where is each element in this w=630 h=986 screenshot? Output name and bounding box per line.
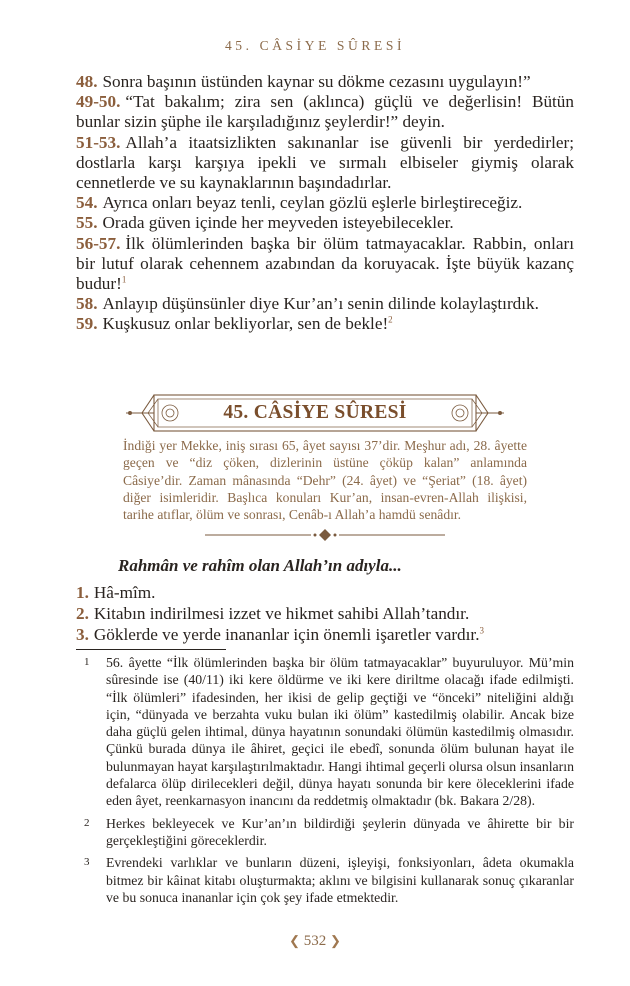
verse-number: 54.: [76, 193, 98, 213]
verse-text: Kuşkusuz onlar bekliyorlar, sen de bekle!: [102, 314, 389, 334]
footnote-text: Evrendeki varlıklar ve bunların düzeni, işleyişi, fonksiyonları, âdeta okumakla bitmez bir kâinat kitabı oluşturmakta; aklını ve bilgisini kullanarak sonuç çıkaranlar ve bu sonuca inananlar için çok şey ifade etmektedir.: [106, 855, 574, 905]
verse-text: Kitabın indirilmesi izzet ve hikmet sahibi Allah’tandır.: [93, 604, 470, 623]
verse: [76, 314, 574, 334]
verse-text: Ayrıca onları beyaz tenli, ceylan gözlü eşlerle birleştireceğiz.: [102, 193, 523, 213]
verse-number: 51-53.: [76, 132, 121, 152]
footnote-number: 3: [84, 856, 90, 869]
verse-number: 56-57.: [76, 233, 121, 253]
footnotes: [76, 654, 574, 911]
verse-number: 48.: [76, 72, 98, 91]
verse-text: Göklerde ve yerde inananlar için önemli işaretler vardır.: [93, 625, 480, 644]
verse: [76, 92, 574, 132]
verse: [76, 234, 574, 295]
footnote-number: 1: [84, 656, 90, 668]
verse-number: 58.: [76, 294, 98, 314]
verse-text: İlk ölümlerinden başka bir ölüm tatmayacaklar. Rabbin, onları bir lutuf olarak cehennem azabından da koruyacak. İşte büyük kazanç budur!: [76, 233, 574, 294]
verses-top: [76, 72, 574, 335]
verse: [76, 72, 574, 92]
verse-text: Allah’a itaatsizlikten sakınanlar ise güvenli bir yerdedirler; dostlarla karşı karşıya ipekli ve sırmalı elbiseler giymiş olarak cennetlerde ve su kaynaklarının başındadırlar.: [76, 132, 574, 193]
page-number: [0, 933, 630, 950]
right-bracket-ornament: ❯: [330, 933, 341, 948]
verse-text: Anlayıp düşünsünler diye Kur’an’ı senin dilinde kolaylaştırdık.: [102, 294, 539, 314]
footnote-marker[interactable]: 2: [388, 314, 393, 325]
surah-intro: İndiği yer Mekke, iniş sırası 65, âyet sayısı 37’dir. Meşhur adı, 28. âyette geçen ve “diz çöken, dizlerinin üstüne çöküp kalan” anlamında Câsiye’dir. Zaman mânasında “Dehr” (24. âyet) ve “Şeriat” (18. âyet) diğer isimleridir. Başlıca konuları Kur’an, insan-evren-Allah ilişkisi, tarihe atıflar, ölüm ve sonrası, Cenâb-ı Allah’a hamdü senâdır.: [123, 438, 527, 523]
basmala: Rahmân ve rahîm olan Allah’ın adıyla...: [118, 556, 402, 575]
verse-number: 49-50.: [76, 92, 121, 112]
footnote-marker[interactable]: 3: [479, 625, 484, 636]
verse-text: Hâ-mîm.: [93, 583, 156, 602]
verse-number: 59.: [76, 314, 98, 334]
surah-title: 45. CÂSİYE SÛRESİ: [223, 402, 407, 423]
verse-number: 55.: [76, 213, 98, 233]
running-header: 45. CÂSİYE SÛRESİ: [224, 38, 406, 53]
page-number-value: 532: [303, 933, 327, 949]
footnote-marker[interactable]: 1: [121, 274, 127, 285]
verse: [76, 603, 574, 624]
verse: [76, 133, 574, 194]
left-bracket-ornament: ❮: [289, 933, 300, 948]
verse-text: “Tat bakalım; zira sen (aklınca) güçlü ve değerlisin! Bütün bunlar sizin şüphe ile karşıladığınız şeylerdir!” deyin.: [76, 92, 574, 132]
verse: [76, 294, 574, 314]
divider-ornament: [205, 528, 445, 542]
verse-number: 1.: [76, 583, 89, 602]
verse-number: 3.: [76, 625, 89, 644]
verse: [76, 582, 574, 603]
footnote-text: Herkes bekleyecek ve Kur’an’ın bildirdiği şeylerin dünyada ve âhirette bir bir gerçekleştiğini göreceklerdir.: [106, 815, 574, 848]
verse: [76, 193, 574, 213]
footnote: [76, 815, 574, 850]
footnote: [76, 854, 574, 906]
verses-bottom: [76, 582, 574, 645]
verse-text: Sonra başının üstünden kaynar su dökme cezasını uygulayın!”: [102, 72, 531, 91]
footnote-number: 2: [84, 816, 90, 829]
verse: [76, 624, 574, 645]
verse: [76, 213, 574, 233]
verse-text: Orada güven içinde her meyveden isteyebilecekler.: [102, 213, 454, 233]
verse-number: 2.: [76, 604, 89, 623]
footnote-rule: [76, 649, 226, 650]
footnote: [76, 654, 574, 810]
footnote-text: 56. âyette “İlk ölümlerinden başka bir ölüm tatmayacaklar” buyuruluyor. Mü’min sûresinde ise (40/11) iki kere öldürme ve iki kere diriltme olacağı ifade edilmişti. “İlk ölümleri” ifadesinden, her ikisi de gelip geçtiği ve “önceki” niteliğini aldığı için, “dünyada ve berzahta vuku bulan iki ölüm” kastedilmiş olabilir. Ancak bize daha güçlü gelen ihtimal, dünya hayatının sonundaki ölümün kastedilmiş olmasıdır. Çünkü burada dünya ile âhiret, geçici ile ebedî, sonunda ölüm bulunan hayat ile bulunmayan hayat karşılaştırılmaktadır. Hangi ihtimal geçerli olursa olsun insanların defalarca ölüp dirilecekleri değil, dünya hayatı sonunda bir kere öleceklerini ifade eden âyet, reenkarnasyon inancını da reddetmiş olmaktadır (bk. Bakara 2/28).: [106, 655, 574, 809]
